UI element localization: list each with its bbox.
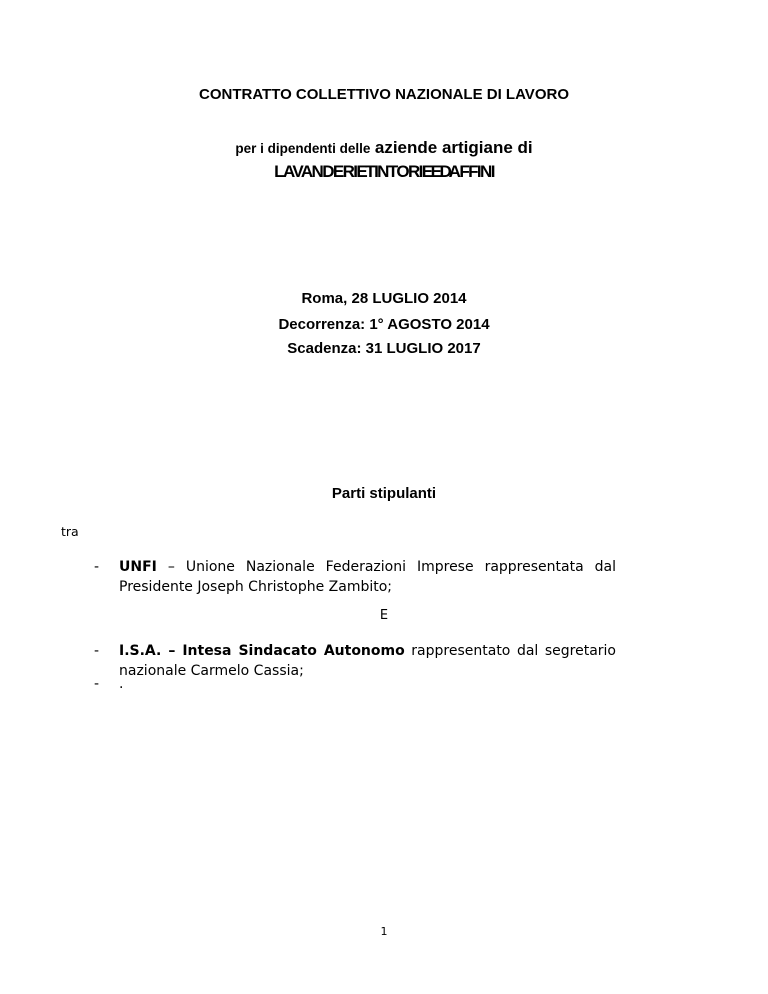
- party-text: [119, 557, 616, 597]
- place-date: Roma, 28 LUGLIO 2014: [301, 290, 467, 307]
- between-label: tra: [61, 524, 79, 539]
- list-dash: -: [94, 559, 100, 575]
- expiry-date: Scadenza: 31 LUGLIO 2017: [287, 340, 481, 357]
- page-number: 1: [380, 925, 388, 938]
- party-name: I.S.A. – Intesa Sindacato Autonomo: [119, 643, 405, 659]
- subtitle-part-2: aziende artigiane di: [374, 138, 533, 157]
- subtitle-part-1: per i dipendenti delle: [235, 141, 371, 156]
- sector-name: LAVANDERIE TINTORIE E D AFFINI: [274, 162, 494, 181]
- conjunction-label: E: [379, 608, 389, 623]
- list-dash: -: [94, 676, 100, 692]
- party-description: .: [119, 676, 124, 692]
- party-description: rappresentato dal segretario nazionale Carmelo Cassia;: [119, 643, 616, 679]
- party-item: [94, 674, 616, 694]
- contract-title: CONTRATTO COLLETTIVO NAZIONALE DI LAVORO: [199, 86, 569, 103]
- list-dash: -: [94, 643, 100, 659]
- contract-subtitle: [0, 138, 768, 158]
- party-item: [94, 557, 616, 597]
- party-name: UNFI: [119, 559, 157, 575]
- party-text: [119, 674, 616, 694]
- parties-heading: Parti stipulanti: [331, 485, 437, 502]
- party-description: – Unione Nazionale Federazioni Imprese rappresentata dal Presidente Joseph Christophe Zambito;: [119, 559, 616, 595]
- effective-date: Decorrenza: 1° AGOSTO 2014: [278, 316, 490, 333]
